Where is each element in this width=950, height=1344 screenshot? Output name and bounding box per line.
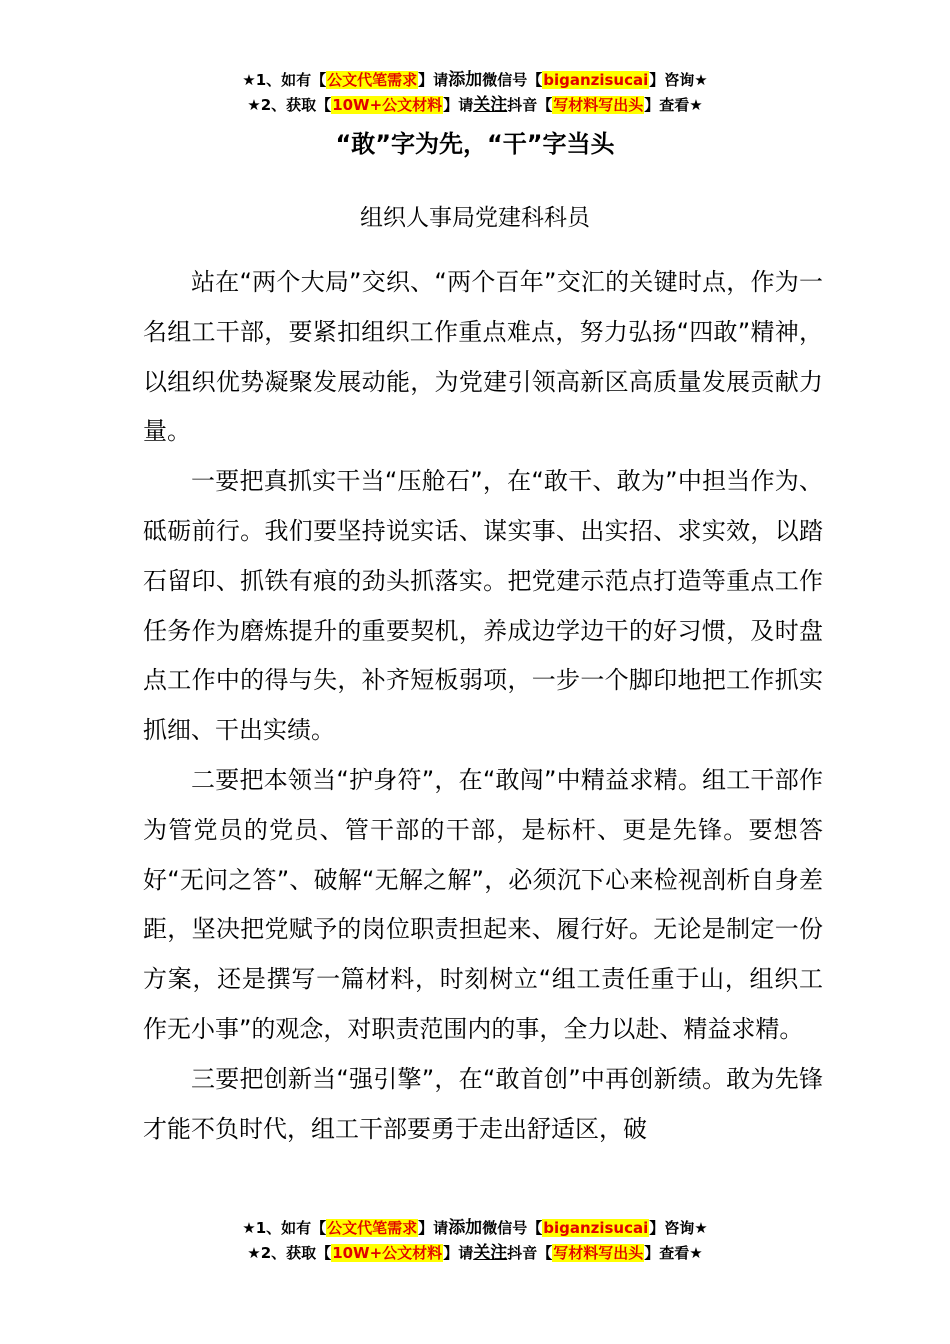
wechat-id-highlight: biganzisucai bbox=[543, 1219, 649, 1237]
promo-text: ★1、如有【 bbox=[242, 71, 327, 89]
promo-text: 】咨询★ bbox=[649, 71, 708, 89]
promo-highlight: 公文代笔需求 bbox=[327, 1219, 418, 1237]
douyin-account-highlight: 写材料写出头 bbox=[553, 1244, 644, 1262]
document-author: 组织人事局党建科科员 bbox=[360, 205, 590, 231]
wechat-id-highlight: biganzisucai bbox=[543, 71, 649, 89]
promo-emphasis: 关注 bbox=[473, 1243, 508, 1263]
promo-text: 】请 bbox=[418, 1219, 449, 1237]
top-promo-banner bbox=[0, 68, 950, 118]
promo-line-2 bbox=[0, 1241, 950, 1266]
document-title: “敢”字为先，“干”字当头 bbox=[335, 130, 615, 158]
promo-highlight: 10W+公文材料 bbox=[332, 96, 443, 114]
promo-text: ★2、获取【 bbox=[247, 96, 332, 114]
promo-text: 】请 bbox=[418, 71, 449, 89]
paragraph-point-2: 二要把本领当“护身符”，在“敢闯”中精益求精。组工干部作为管党员的党员、管干部的干部，是标杆、更是先锋。要想答好“无问之答”、破解“无解之解”，必须沉下心来检视剖析自身差距，坚决把党赋予的岗位职责担起来、履行好。无论是制定一份方案，还是撰写一篇材料，时刻树立“组工责任重于山，组织工作无小事”的观念，对职责范围内的事，全力以赴、精益求精。 bbox=[143, 765, 823, 1043]
promo-emphasis: 添加 bbox=[448, 70, 483, 90]
promo-text: ★2、获取【 bbox=[247, 1244, 332, 1262]
douyin-account-highlight: 写材料写出头 bbox=[553, 96, 644, 114]
promo-text: ★1、如有【 bbox=[242, 1219, 327, 1237]
paragraph-intro: 站在“两个大局”交织、“两个百年”交汇的关键时点，作为一名组工干部，要紧扣组织工作重点难点，努力弘扬“四敢”精神，以组织优势凝聚发展动能，为党建引领高新区高质量发展贡献力量。 bbox=[143, 268, 823, 446]
promo-emphasis: 添加 bbox=[448, 1218, 483, 1238]
promo-text: 】查看★ bbox=[644, 1244, 703, 1262]
promo-text: 】查看★ bbox=[644, 96, 703, 114]
promo-line-1 bbox=[0, 68, 950, 93]
promo-text: 】请 bbox=[443, 1244, 474, 1262]
promo-line-2 bbox=[0, 93, 950, 118]
document-body bbox=[143, 258, 823, 1154]
promo-text: 抖音【 bbox=[507, 96, 553, 114]
promo-text: 微信号【 bbox=[482, 1219, 543, 1237]
promo-emphasis: 关注 bbox=[473, 95, 508, 115]
promo-text: 】咨询★ bbox=[649, 1219, 708, 1237]
promo-text: 】请 bbox=[443, 96, 474, 114]
promo-highlight: 公文代笔需求 bbox=[327, 71, 418, 89]
promo-line-1 bbox=[0, 1216, 950, 1241]
promo-highlight: 10W+公文材料 bbox=[332, 1244, 443, 1262]
bottom-promo-banner bbox=[0, 1216, 950, 1266]
promo-text: 微信号【 bbox=[482, 71, 543, 89]
promo-text: 抖音【 bbox=[507, 1244, 553, 1262]
paragraph-point-3: 三要把创新当“强引擎”，在“敢首创”中再创新绩。敢为先锋才能不负时代，组工干部要勇于走出舒适区，破 bbox=[143, 1064, 823, 1143]
paragraph-point-1: 一要把真抓实干当“压舱石”，在“敢干、敢为”中担当作为、砥砺前行。我们要坚持说实话、谋实事、出实招、求实效，以踏石留印、抓铁有痕的劲头抓落实。把党建示范点打造等重点工作任务作为磨炼提升的重要契机，养成边学边干的好习惯，及时盘点工作中的得与失，补齐短板弱项，一步一个脚印地把工作抓实抓细、干出实绩。 bbox=[143, 467, 823, 745]
